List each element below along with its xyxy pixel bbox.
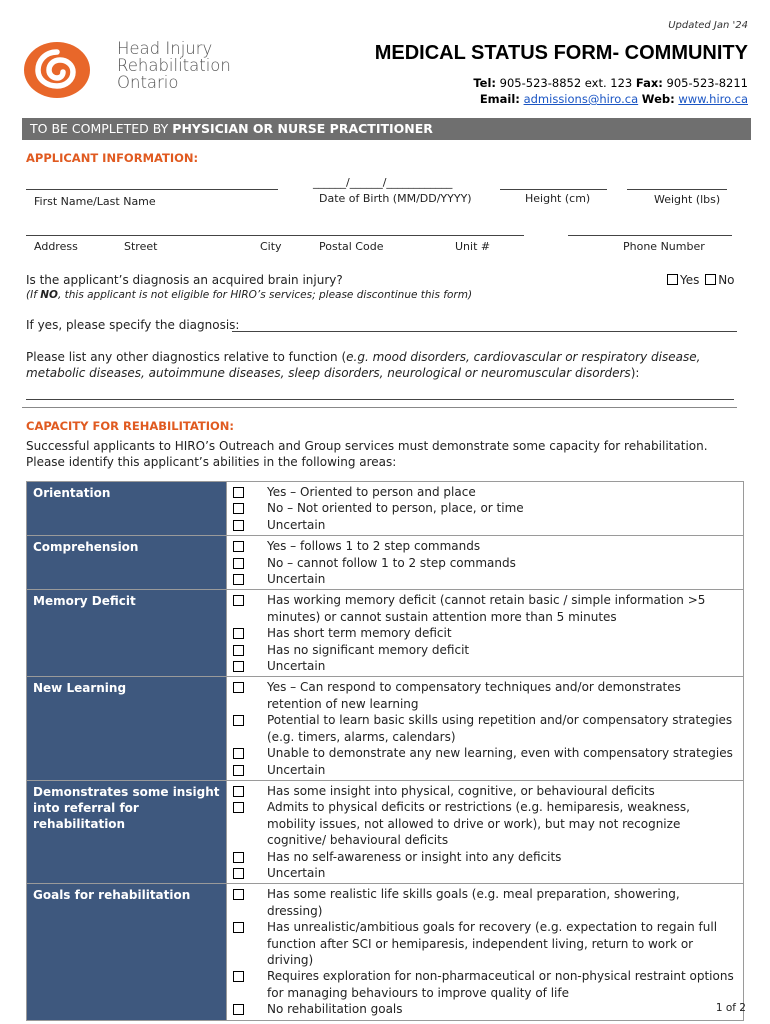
- diagnosis-label: If yes, please specify the diagnosis:: [26, 318, 240, 332]
- option-checkbox[interactable]: [233, 968, 247, 1001]
- no-label: No: [718, 273, 735, 287]
- option-checkbox[interactable]: [233, 592, 247, 625]
- capacity-row: [27, 884, 744, 1020]
- capacity-option: [227, 762, 743, 778]
- checkbox-square-icon: [233, 595, 244, 606]
- checkbox-square-icon: [233, 748, 244, 759]
- applicant-heading: APPLICANT INFORMATION:: [26, 151, 199, 165]
- org-line-2: Rehabilitation: [117, 56, 231, 75]
- abi-note-post: , this applicant is not eligible for HIRO’s services; please discontinue this form): [57, 289, 473, 301]
- option-checkbox[interactable]: [233, 517, 247, 533]
- capacity-option: [227, 1001, 743, 1017]
- capacity-option: [227, 484, 743, 500]
- dob-label: Date of Birth (MM/DD/YYYY): [319, 192, 472, 205]
- option-label: Yes – Oriented to person and place: [267, 485, 476, 499]
- option-checkbox[interactable]: [233, 712, 247, 745]
- name-label: First Name/Last Name: [34, 195, 156, 208]
- capacity-option: [227, 555, 743, 571]
- capacity-category: New Learning: [27, 677, 227, 780]
- fax-value: 905-523-8211: [666, 76, 748, 90]
- email-label: Email:: [479, 92, 520, 106]
- other-diagnostics-prompt: [26, 349, 738, 381]
- option-checkbox[interactable]: [233, 642, 247, 658]
- option-label: Requires exploration for non-pharmaceutical or non-physical restraint options for managing behaviours to improve quality of life: [267, 969, 734, 1000]
- checkbox-square-icon: [233, 628, 244, 639]
- capacity-options: [227, 780, 744, 883]
- option-checkbox[interactable]: [233, 849, 247, 865]
- unit-label: Unit #: [455, 240, 491, 253]
- option-checkbox[interactable]: [233, 658, 247, 674]
- diagnosis-field[interactable]: [232, 331, 737, 332]
- capacity-row: [27, 482, 744, 536]
- weight-field[interactable]: [627, 189, 727, 190]
- option-checkbox[interactable]: [233, 919, 247, 968]
- updated-date: Updated Jan '24: [668, 20, 748, 31]
- option-label: Yes – Can respond to compensatory techniques and/or demonstrates retention of new learning: [267, 680, 681, 711]
- capacity-option: [227, 783, 743, 799]
- other-diag-pre: Please list any other diagnostics relative to function (: [26, 350, 347, 364]
- tel-value: 905-523-8852 ext. 123: [499, 76, 633, 90]
- option-label: Uncertain: [267, 572, 326, 587]
- phone-label: Phone Number: [623, 240, 705, 253]
- option-checkbox[interactable]: [233, 886, 247, 919]
- section-divider: [22, 407, 737, 408]
- option-checkbox[interactable]: [233, 783, 247, 799]
- capacity-category: Orientation: [27, 482, 227, 536]
- other-diag-examples: e.g. mood disorders, cardiovascular or respiratory disease, metabolic diseases, autoimmune diseases, sleep disorders, neurological or neuromuscular disorders: [26, 350, 701, 380]
- option-label: Has unrealistic/ambitious goals for recovery (e.g. expectation to regain full function after SCI or hemiparesis, independent living, return to work or driving): [267, 920, 718, 967]
- option-label: Uncertain: [267, 865, 326, 880]
- capacity-row: [27, 780, 744, 883]
- no-checkbox[interactable]: [705, 274, 716, 285]
- checkbox-square-icon: [233, 661, 244, 672]
- banner-bold: PHYSICIAN OR NURSE PRACTITIONER: [172, 121, 433, 136]
- option-checkbox[interactable]: [233, 484, 247, 500]
- capacity-option: [227, 679, 743, 712]
- form-title: MEDICAL STATUS FORM- COMMUNITY: [374, 42, 748, 64]
- capacity-option: [227, 919, 743, 968]
- option-checkbox[interactable]: [233, 538, 247, 554]
- option-checkbox[interactable]: [233, 865, 247, 881]
- option-checkbox[interactable]: [233, 555, 247, 571]
- abi-note: [26, 289, 472, 301]
- option-label: Has no significant memory deficit: [267, 642, 470, 657]
- checkbox-square-icon: [233, 971, 244, 982]
- option-label: Uncertain: [267, 659, 326, 674]
- capacity-category: Memory Deficit: [27, 590, 227, 677]
- name-field[interactable]: [26, 189, 278, 190]
- capacity-options: [227, 677, 744, 780]
- city-label: City: [260, 240, 282, 253]
- checkbox-square-icon: [233, 715, 244, 726]
- option-label: No – Not oriented to person, place, or time: [267, 501, 524, 516]
- capacity-option: [227, 642, 743, 658]
- height-field[interactable]: [500, 189, 607, 190]
- option-checkbox[interactable]: [233, 799, 247, 848]
- checkbox-square-icon: [233, 802, 244, 813]
- capacity-option: [227, 500, 743, 516]
- option-label: Has working memory deficit (cannot retain basic / simple information >5 minutes) or cannot sustain attention more than 5 minutes: [267, 593, 706, 624]
- email-web-line: [480, 92, 748, 106]
- fax-label: Fax:: [635, 76, 663, 90]
- abi-note-pre: (If: [26, 289, 41, 301]
- capacity-option: [227, 745, 743, 761]
- street-label: Street: [124, 240, 158, 253]
- dob-field[interactable]: ______/______/____________: [313, 176, 453, 189]
- capacity-table: [26, 481, 744, 1021]
- option-checkbox[interactable]: [233, 625, 247, 641]
- checkbox-square-icon: [233, 1004, 244, 1015]
- option-label: Yes – follows 1 to 2 step commands: [267, 539, 481, 554]
- option-label: No rehabilitation goals: [267, 1002, 403, 1017]
- other-diag-post: ):: [630, 366, 640, 380]
- capacity-category: Demonstrates some insight into referral for rehabilitation: [27, 780, 227, 883]
- capacity-options: [227, 482, 744, 536]
- capacity-row: [27, 536, 744, 590]
- postal-label: Postal Code: [319, 240, 384, 253]
- email-link[interactable]: admissions@hiro.ca: [523, 92, 639, 106]
- capacity-option: [227, 517, 743, 533]
- banner-prefix: TO BE COMPLETED BY: [30, 121, 173, 136]
- checkbox-square-icon: [233, 765, 244, 776]
- checkbox-square-icon: [233, 574, 244, 585]
- completion-banner: [22, 118, 751, 140]
- address-label: Address: [34, 240, 78, 253]
- height-label: Height (cm): [525, 192, 591, 205]
- capacity-options: [227, 590, 744, 677]
- checkbox-square-icon: [233, 487, 244, 498]
- checkbox-square-icon: [233, 922, 244, 933]
- capacity-category: Goals for rehabilitation: [27, 884, 227, 1020]
- option-checkbox[interactable]: [233, 745, 247, 761]
- web-link[interactable]: www.hiro.ca: [678, 92, 748, 106]
- option-checkbox[interactable]: [233, 679, 247, 712]
- option-label: Uncertain: [267, 517, 326, 532]
- checkbox-square-icon: [233, 682, 244, 693]
- org-line-3: Ontario: [117, 73, 179, 92]
- option-label: Has some realistic life skills goals (e.g. meal preparation, showering, dressing): [267, 887, 680, 918]
- capacity-option: [227, 968, 743, 1001]
- capacity-intro: Successful applicants to HIRO’s Outreach and Group services must demonstrate some capacity for rehabilitation. Please identify this applicant’s abilities in the following areas:: [26, 439, 708, 469]
- capacity-options: [227, 884, 744, 1020]
- checkbox-square-icon: [233, 868, 244, 879]
- capacity-heading: CAPACITY FOR REHABILITATION:: [26, 419, 234, 433]
- capacity-option: [227, 625, 743, 641]
- capacity-option: [227, 799, 743, 848]
- option-label: Has some insight into physical, cognitive, or behavioural deficits: [267, 783, 655, 798]
- web-label: Web:: [641, 92, 675, 106]
- capacity-option: [227, 886, 743, 919]
- capacity-options: [227, 536, 744, 590]
- option-checkbox[interactable]: [233, 500, 247, 516]
- capacity-option: [227, 538, 743, 554]
- yes-label: Yes: [680, 273, 700, 287]
- hiro-logo-icon: [22, 40, 92, 100]
- checkbox-square-icon: [233, 852, 244, 863]
- option-checkbox[interactable]: [233, 1001, 247, 1017]
- capacity-category: Comprehension: [27, 536, 227, 590]
- capacity-row: [27, 677, 744, 780]
- capacity-option: [227, 658, 743, 674]
- option-label: No – cannot follow 1 to 2 step commands: [267, 555, 516, 570]
- checkbox-square-icon: [233, 786, 244, 797]
- weight-label: Weight (lbs): [654, 193, 721, 206]
- other-diagnostics-field[interactable]: [26, 399, 734, 400]
- capacity-option: [227, 592, 743, 625]
- phone-field[interactable]: [568, 235, 732, 236]
- option-label: Unable to demonstrate any new learning, even with compensatory strategies: [267, 746, 733, 761]
- option-label: Potential to learn basic skills using repetition and/or compensatory strategies (e.g. timers, alarms, calendars): [267, 713, 733, 744]
- capacity-option: [227, 865, 743, 881]
- option-checkbox[interactable]: [233, 571, 247, 587]
- abi-note-bold: NO: [40, 289, 58, 301]
- option-label: Has short term memory deficit: [267, 626, 452, 641]
- option-label: Uncertain: [267, 762, 326, 777]
- org-line-1: Head Injury: [117, 39, 213, 58]
- phone-fax-line: [473, 76, 748, 90]
- checkbox-square-icon: [233, 558, 244, 569]
- capacity-row: [27, 590, 744, 677]
- yes-checkbox[interactable]: [667, 274, 678, 285]
- abi-question: Is the applicant’s diagnosis an acquired brain injury?: [26, 273, 343, 287]
- checkbox-square-icon: [233, 889, 244, 900]
- tel-label: Tel:: [473, 76, 497, 90]
- checkbox-square-icon: [233, 541, 244, 552]
- capacity-option: [227, 571, 743, 587]
- page-number: 1 of 2: [715, 1002, 746, 1014]
- abi-answer: [665, 273, 735, 287]
- capacity-option: [227, 849, 743, 865]
- capacity-option: [227, 712, 743, 745]
- checkbox-square-icon: [233, 503, 244, 514]
- org-name: [117, 40, 231, 91]
- address-field[interactable]: [26, 235, 524, 236]
- checkbox-square-icon: [233, 520, 244, 531]
- option-checkbox[interactable]: [233, 762, 247, 778]
- checkbox-square-icon: [233, 645, 244, 656]
- option-label: Admits to physical deficits or restrictions (e.g. hemiparesis, weakness, mobility issues, not allowed to drive or work), but may not recognize cognitive/ behavioural deficits: [267, 800, 690, 848]
- option-label: Has no self-awareness or insight into any deficits: [267, 849, 562, 864]
